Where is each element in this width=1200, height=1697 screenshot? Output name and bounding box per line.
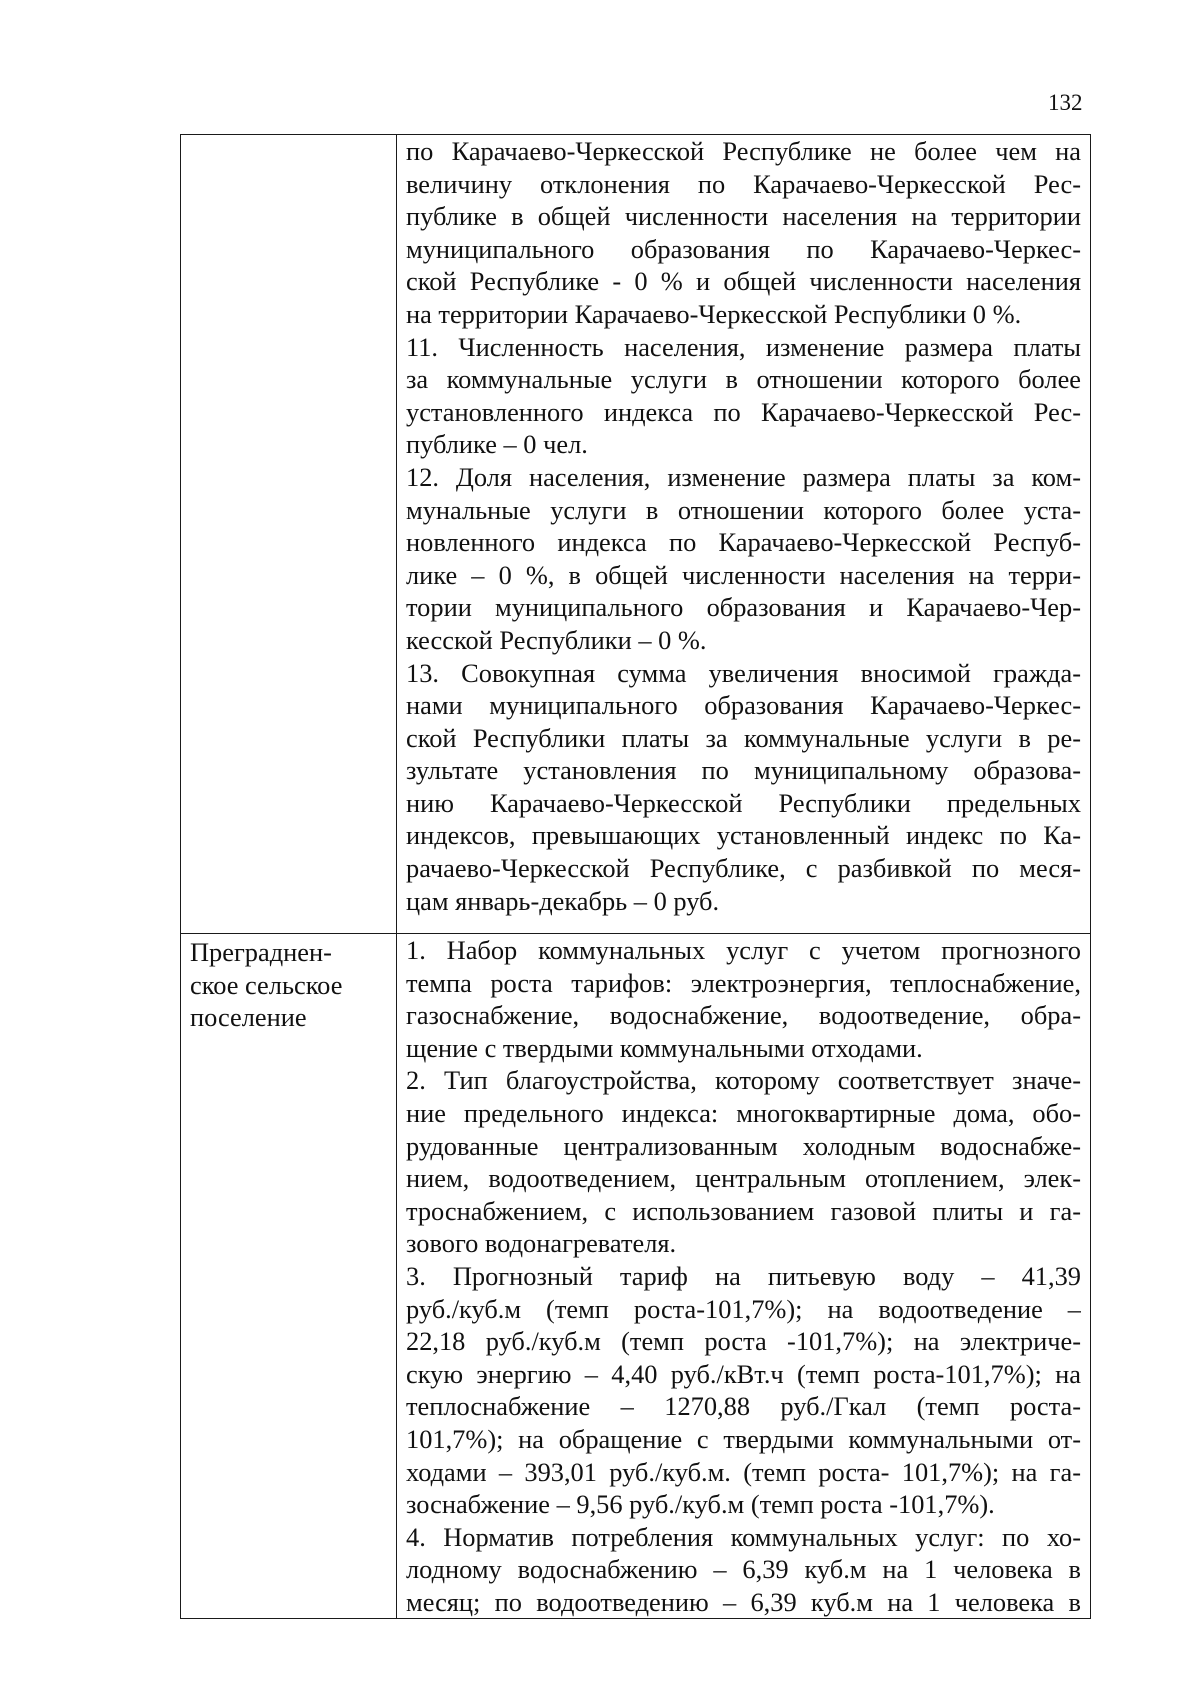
text-line: по Карачаево-Черкесской Республике не более чем на: [406, 136, 1081, 166]
municipality-name-line: ское сельское: [190, 969, 343, 1000]
text-line: новленного индекса по Карачаево-Черкесской Респуб-: [406, 527, 1081, 558]
text-line: установленного индекса по Карачаево-Черкесской Рес-: [406, 396, 1081, 427]
text-line: нием, водоотведением, центральным отоплением, элек-: [406, 1163, 1081, 1194]
text-line: индексов, превышающих установленный индекс по Ка-: [406, 820, 1081, 851]
text-line: руб./куб.м (темп роста-101,7%); на водоотведение –: [406, 1293, 1081, 1324]
text-line: нами муниципального образования Карачаево-Черкес-: [406, 690, 1081, 721]
text-line: зового водонагревателя.: [406, 1228, 677, 1259]
text-line: 1. Набор коммунальных услуг с учетом прогнозного: [406, 935, 1081, 965]
text-line: рачаево-Черкесской Республике, с разбивкой по меся-: [406, 853, 1081, 884]
text-line: зоснабжение – 9,56 руб./куб.м (темп роста -101,7%).: [406, 1489, 995, 1520]
table-row: [181, 934, 1091, 1619]
text-line: газоснабжение, водоснабжение, водоотведение, обра-: [406, 1000, 1081, 1031]
text-line: величину отклонения по Карачаево-Черкесской Рес-: [406, 168, 1081, 199]
text-line: 2. Тип благоустройства, которому соответствует значе-: [406, 1065, 1081, 1096]
text-line: ской Республики платы за коммунальные услуги в ре-: [406, 722, 1081, 753]
text-line: теплоснабжение – 1270,88 руб./Гкал (темп роста-: [406, 1391, 1081, 1422]
indicators-text-cell: [397, 934, 1091, 1619]
text-line: месяц; по водоотведению – 6,39 куб.м на 1 человека в: [406, 1586, 1081, 1617]
municipality-name-cell: [181, 934, 397, 1619]
text-line: 4. Норматив потребления коммунальных услуг: по хо-: [406, 1521, 1081, 1552]
text-line: на территории Карачаево-Черкесской Республики 0 %.: [406, 298, 1022, 329]
text-line: 22,18 руб./куб.м (темп роста -101,7%); на электриче-: [406, 1326, 1081, 1357]
text-line: 12. Доля населения, изменение размера платы за ком-: [406, 461, 1081, 492]
indicators-text-cell: [397, 135, 1091, 934]
municipality-name-line: поселение: [190, 1002, 307, 1033]
text-line: за коммунальные услуги в отношении которого более: [406, 364, 1081, 395]
text-line: ской Республике - 0 % и общей численности населения: [406, 266, 1081, 297]
text-line: публике в общей численности населения на территории: [406, 201, 1081, 232]
page-number: 132: [1048, 90, 1083, 115]
text-line: лодному водоснабжению – 6,39 куб.м на 1 человека в: [406, 1554, 1081, 1585]
table-row: [181, 135, 1091, 934]
text-line: публике – 0 чел.: [406, 429, 588, 460]
text-line: 3. Прогнозный тариф на питьевую воду – 41,39: [406, 1260, 1081, 1291]
text-line: щение с твердыми коммунальными отходами.: [406, 1032, 923, 1063]
text-line: зультате установления по муниципальному образова-: [406, 755, 1081, 786]
text-line: цам январь-декабрь – 0 руб.: [406, 885, 720, 916]
text-line: ние предельного индекса: многоквартирные дома, обо-: [406, 1097, 1081, 1128]
text-line: троснабжением, с использованием газовой плиты и га-: [406, 1195, 1081, 1226]
text-line: муниципального образования по Карачаево-Черкес-: [406, 233, 1081, 264]
text-line: 13. Совокупная сумма увеличения вносимой гражда-: [406, 657, 1081, 688]
text-line: мунальные услуги в отношении которого более уста-: [406, 494, 1081, 525]
indicators-table: [180, 134, 1091, 1619]
text-line: темпа роста тарифов: электроэнергия, теплоснабжение,: [406, 967, 1081, 998]
text-line: ходами – 393,01 руб./куб.м. (темп роста- 101,7%); на га-: [406, 1456, 1081, 1487]
text-line: рудованные централизованным холодным водоснабже-: [406, 1130, 1081, 1161]
text-line: нию Карачаево-Черкесской Республики предельных: [406, 787, 1081, 818]
text-line: 101,7%); на обращение с твердыми коммунальными от-: [406, 1423, 1081, 1454]
text-line: лике – 0 %, в общей численности населения на терри-: [406, 559, 1081, 590]
text-line: кесской Республики – 0 %.: [406, 624, 707, 655]
municipality-name-line: Преграднен-: [190, 937, 332, 967]
text-line: тории муниципального образования и Карачаево-Чер-: [406, 592, 1081, 623]
text-line: 11. Численность населения, изменение размера платы: [406, 331, 1081, 362]
municipality-name-cell: [181, 135, 397, 934]
text-line: скую энергию – 4,40 руб./кВт.ч (темп роста-101,7%); на: [406, 1358, 1081, 1389]
